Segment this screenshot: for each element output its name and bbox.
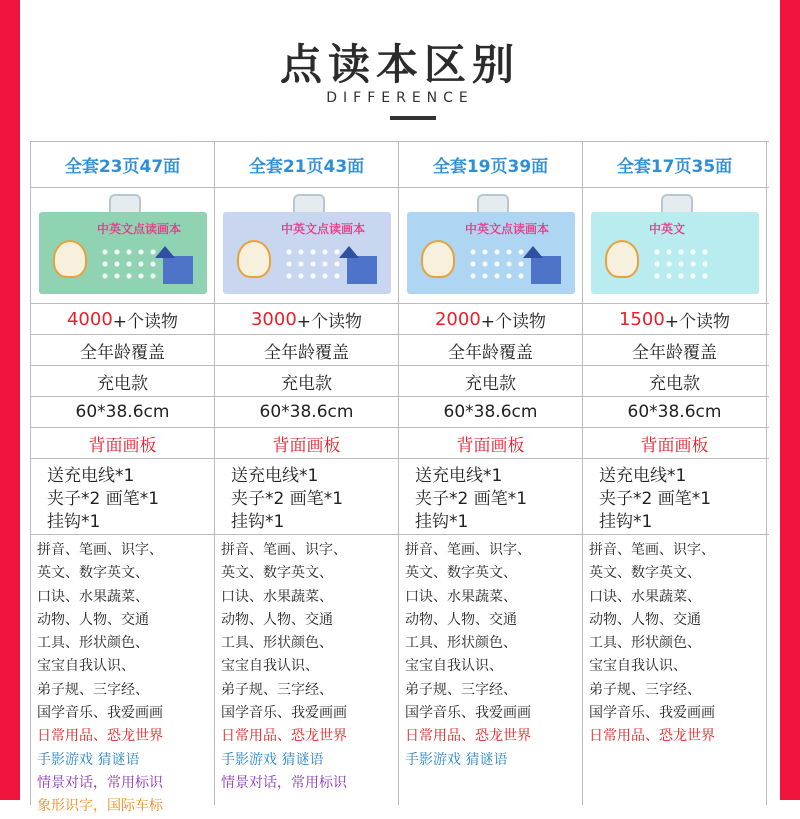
- topic-line: 英文、数字英文、: [221, 565, 333, 582]
- size-cell: 60*38.6cm: [31, 397, 215, 427]
- reading-count: 3000: [250, 308, 297, 330]
- castle-icon: [163, 256, 193, 284]
- accessory-item: 送充电线*1: [415, 466, 503, 486]
- topic-line: 弟子规、三字经、: [405, 681, 517, 698]
- reading-count: 4000: [66, 308, 113, 330]
- topic-line: 英文、数字英文、: [405, 565, 517, 582]
- age-cell: 全年龄覆盖: [583, 335, 767, 365]
- board-image: [39, 212, 207, 294]
- page-title: 点读本区别: [279, 40, 520, 89]
- accessories-cell: [399, 459, 583, 534]
- row-set-label: [31, 142, 769, 188]
- reading-count-cell: [583, 304, 767, 334]
- topic-line: 口诀、水果蔬菜、: [221, 588, 333, 605]
- decoration: [99, 246, 159, 282]
- reading-count: 1500: [618, 308, 665, 330]
- topic-line: 工具、形状颜色、: [405, 635, 517, 652]
- topic-line: 国学音乐、我爱画画: [589, 705, 715, 722]
- topic-line: 象形识字，国际车标: [37, 798, 163, 815]
- page-subtitle: DIFFERENCE: [326, 90, 474, 106]
- accessory-item: 挂钩*1: [599, 512, 653, 532]
- back-cell: 背面画板: [215, 428, 399, 458]
- comparison-table: [30, 141, 769, 815]
- decoration: [651, 246, 711, 282]
- topic-line: 拼音、笔画、识字、: [405, 542, 531, 558]
- size-cell: 60*38.6cm: [399, 397, 583, 427]
- row-age: [31, 335, 769, 366]
- age-cell: 全年龄覆盖: [215, 335, 399, 365]
- topic-line: 宝宝自我认识、: [37, 658, 135, 675]
- row-accessories: [31, 459, 769, 535]
- topic-line: 英文、数字英文、: [37, 565, 149, 582]
- topics-cell: [583, 535, 767, 805]
- topic-line: 动物、人物、交通: [221, 611, 333, 628]
- type-cell: 充电款: [583, 366, 767, 396]
- topic-line: 手影游戏 猜谜语: [37, 751, 140, 768]
- board-title: 中英文点读画本: [97, 222, 182, 236]
- size-cell: 60*38.6cm: [215, 397, 399, 427]
- row-reading-count: [31, 304, 769, 335]
- topic-line: 拼音、笔画、识字、: [37, 542, 163, 558]
- topic-line: 动物、人物、交通: [37, 611, 149, 628]
- topic-line: 英文、数字英文、: [589, 565, 701, 582]
- accessory-item: 夹子*2 画笔*1: [231, 489, 344, 509]
- reading-count-cell: [399, 304, 583, 334]
- topic-line: 日常用品、恐龙世界: [37, 728, 163, 745]
- topic-line: 工具、形状颜色、: [589, 635, 701, 652]
- set-label-cell: 全套17页35面: [583, 142, 767, 187]
- topic-line: 情景对话，常用标识: [37, 774, 163, 791]
- topic-line: 动物、人物、交通: [405, 611, 517, 628]
- topic-line: 日常用品、恐龙世界: [405, 728, 531, 745]
- topic-line: 拼音、笔画、识字、: [221, 542, 347, 558]
- board-image: [407, 212, 575, 294]
- board-image: [591, 212, 759, 294]
- back-cell: 背面画板: [31, 428, 215, 458]
- topic-line: 拼音、笔画、识字、: [589, 542, 715, 558]
- type-cell: 充电款: [399, 366, 583, 396]
- row-product-image: [31, 188, 769, 304]
- row-topics: [31, 535, 769, 815]
- topic-line: 宝宝自我认识、: [589, 658, 687, 675]
- accessory-item: 送充电线*1: [47, 466, 135, 486]
- back-cell: 背面画板: [583, 428, 767, 458]
- board-title: 中英文: [649, 222, 686, 236]
- back-cell: 背面画板: [399, 428, 583, 458]
- reading-suffix: +个读物: [296, 311, 363, 332]
- topic-line: 手影游戏 猜谜语: [221, 751, 324, 768]
- row-back: [31, 428, 769, 459]
- accessory-item: 挂钩*1: [231, 512, 285, 532]
- accessory-item: 夹子*2 画笔*1: [47, 489, 160, 509]
- decoration: [283, 246, 343, 282]
- type-cell: 充电款: [215, 366, 399, 396]
- topic-line: 口诀、水果蔬菜、: [405, 588, 517, 605]
- bear-icon: [605, 240, 639, 278]
- castle-icon: [531, 256, 561, 284]
- castle-icon: [347, 256, 377, 284]
- accessories-cell: [31, 459, 215, 534]
- accessories-cell: [583, 459, 767, 534]
- accessory-item: 送充电线*1: [231, 466, 319, 486]
- type-cell: 充电款: [31, 366, 215, 396]
- right-red-border: [780, 0, 800, 800]
- set-label-cell: 全套19页39面: [399, 142, 583, 187]
- topic-line: 手影游戏 猜谜语: [405, 751, 508, 768]
- board-title: 中英文点读画本: [281, 222, 366, 236]
- topic-line: 国学音乐、我爱画画: [221, 705, 347, 722]
- topics-cell: [215, 535, 399, 805]
- accessory-item: 夹子*2 画笔*1: [415, 489, 528, 509]
- age-cell: 全年龄覆盖: [31, 335, 215, 365]
- tiger-icon: [237, 240, 271, 278]
- topic-line: 宝宝自我认识、: [221, 658, 319, 675]
- board-title: 中英文点读画本: [465, 222, 550, 236]
- topics-cell: [31, 535, 215, 815]
- accessory-item: 挂钩*1: [415, 512, 469, 532]
- unicorn-icon: [53, 240, 87, 278]
- topic-line: 弟子规、三字经、: [37, 681, 149, 698]
- set-label-cell: 全套21页43面: [215, 142, 399, 187]
- row-size: [31, 397, 769, 428]
- decoration: [467, 246, 527, 282]
- topic-line: 动物、人物、交通: [589, 611, 701, 628]
- reading-count-cell: [31, 304, 215, 334]
- topic-line: 日常用品、恐龙世界: [221, 728, 347, 745]
- topic-line: 弟子规、三字经、: [589, 681, 701, 698]
- topics-cell: [399, 535, 583, 805]
- accessory-item: 送充电线*1: [599, 466, 687, 486]
- reading-count: 2000: [434, 308, 481, 330]
- tiger-icon: [421, 240, 455, 278]
- product-image-cell: [31, 188, 215, 303]
- topic-line: 国学音乐、我爱画画: [405, 705, 531, 722]
- accessories-cell: [215, 459, 399, 534]
- product-image-cell: [399, 188, 583, 303]
- reading-suffix: +个读物: [664, 311, 731, 332]
- product-image-cell: [215, 188, 399, 303]
- row-type: [31, 366, 769, 397]
- topic-line: 工具、形状颜色、: [221, 635, 333, 652]
- board-image: [223, 212, 391, 294]
- title-underline: [390, 116, 436, 120]
- accessory-item: 挂钩*1: [47, 512, 101, 532]
- topic-line: 国学音乐、我爱画画: [37, 705, 163, 722]
- topic-line: 口诀、水果蔬菜、: [37, 588, 149, 605]
- left-red-border: [0, 0, 20, 800]
- size-cell: 60*38.6cm: [583, 397, 767, 427]
- topic-line: 弟子规、三字经、: [221, 681, 333, 698]
- topic-line: 工具、形状颜色、: [37, 635, 149, 652]
- topic-line: 情景对话，常用标识: [221, 774, 347, 791]
- set-label-cell: 全套23页47面: [31, 142, 215, 187]
- header: [20, 0, 780, 140]
- topic-line: 日常用品、恐龙世界: [589, 728, 715, 745]
- product-image-cell: [583, 188, 767, 303]
- reading-suffix: +个读物: [112, 311, 179, 332]
- topic-line: 宝宝自我认识、: [405, 658, 503, 675]
- age-cell: 全年龄覆盖: [399, 335, 583, 365]
- reading-suffix: +个读物: [480, 311, 547, 332]
- topic-line: 口诀、水果蔬菜、: [589, 588, 701, 605]
- reading-count-cell: [215, 304, 399, 334]
- accessory-item: 夹子*2 画笔*1: [599, 489, 712, 509]
